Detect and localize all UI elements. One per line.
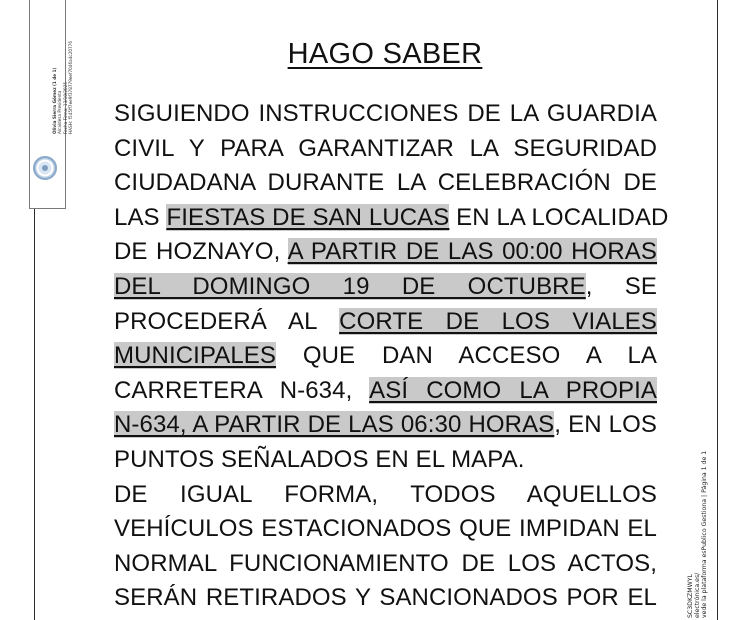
body-line: SERÁN RETIRADOS Y SANCIONADOS POR EL [114, 584, 657, 612]
body-line: CARRETERA N-634, ASÍ COMO LA PROPIA [114, 376, 657, 404]
stamp-role: Alcaldesa Presidenta [57, 90, 63, 134]
highlight-fiestas: FIESTAS DE SAN LUCAS [166, 203, 450, 231]
body-line: PUNTOS SEÑALADOS EN EL MAPA. [114, 445, 525, 473]
seal-center [42, 165, 48, 171]
highlight-date: DEL DOMINGO 19 DE OCTUBRE [114, 272, 586, 300]
body-line: N-634, A PARTIR DE LAS 06:30 HORAS, EN LOS [114, 411, 657, 439]
body-line: NORMAL FUNCIONAMIENTO DE LOS ACTOS, [114, 549, 657, 577]
verification-sidebar [688, 451, 708, 618]
verification-platform: vede la plataforma esPublico Gestiona | Página 1 de 1 [700, 450, 708, 618]
body-line: SIGUIENDO INSTRUCCIONES DE LA GUARDIA [114, 100, 657, 127]
highlight-n634: ASÍ COMO LA PROPIA [369, 376, 657, 404]
page-edge-right [717, 0, 718, 620]
highlight-road-closure: CORTE DE LOS VIALES [339, 307, 658, 335]
body-line: LAS FIESTAS DE SAN LUCAS EN LA LOCALIDAD [114, 203, 669, 231]
municipal-seal-icon [33, 156, 57, 180]
body-line: MUNICIPALES QUE DAN ACCESO A LA [114, 342, 657, 370]
verification-code: SC3DKZMWYL [687, 574, 694, 618]
notice-body [114, 97, 669, 616]
body-line: CIVIL Y PARA GARANTIZAR LA SEGURIDAD [114, 134, 657, 162]
body-line: VEHÍCULOS ESTACIONADOS QUE IMPIDAN EL [114, 515, 657, 543]
body-line: DE IGUAL FORMA, TODOS AQUELLOS [114, 480, 657, 508]
body-line: PROCEDERÁ AL CORTE DE LOS VIALES [114, 307, 658, 335]
body-line: DEL DOMINGO 19 DE OCTUBRE, SE [114, 272, 657, 300]
stamp-signer: Olivia Sierra Gómez (1 de 1) [52, 67, 57, 134]
highlight-start-time: A PARTIR DE LAS 00:00 HORAS [287, 238, 657, 266]
stamp-date: Fecha Firma: 13/10/2025 [62, 81, 68, 134]
highlight-n634-time: N-634, A PARTIR DE LAS 06:30 HORAS [114, 411, 555, 439]
page-title: HAGO SABER [287, 38, 483, 70]
stamp-hash: HASH: f545ff7ee9f378779eef7046a4c20776 [68, 41, 74, 134]
body-line: CIUDADANA DURANTE LA CELEBRACIÓN DE [114, 169, 657, 197]
highlight-municipales: MUNICIPALES [114, 342, 277, 370]
body-line: DE HOZNAYO, A PARTIR DE LAS 00:00 HORAS [114, 238, 657, 266]
verification-url: electrónica.es/ [693, 572, 701, 618]
